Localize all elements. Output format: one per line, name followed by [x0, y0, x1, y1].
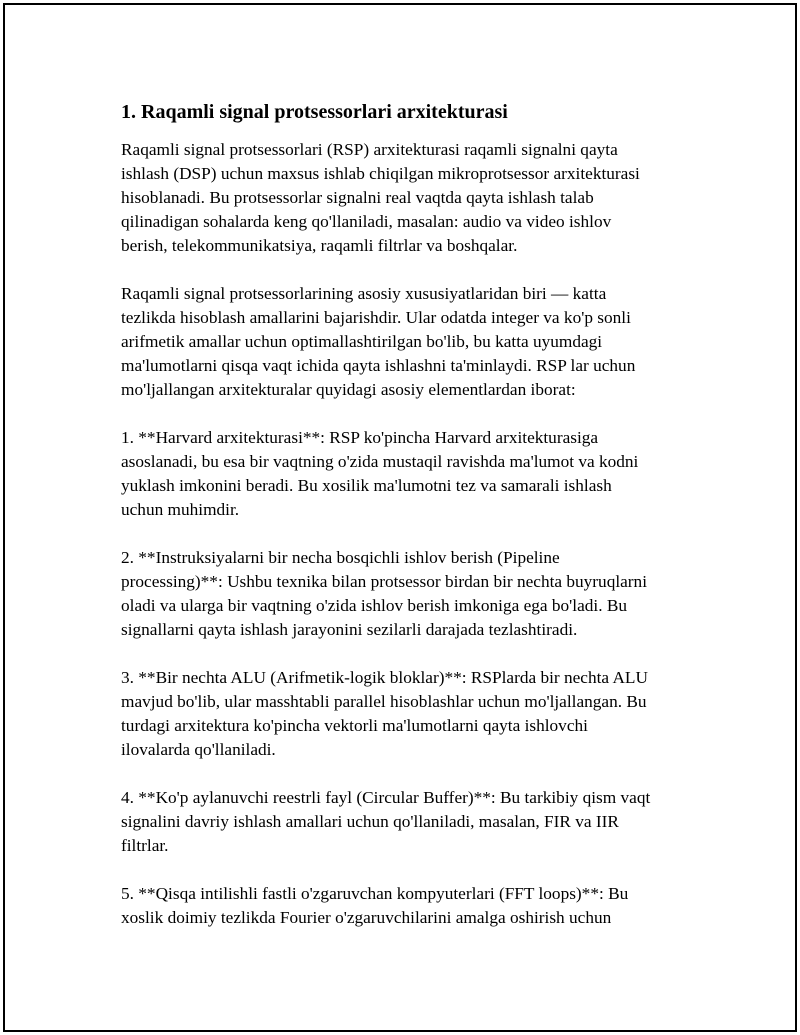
text-line: ilovalarda qo'llaniladi. [121, 740, 276, 759]
text-line: 4. **Ko'p aylanuvchi reestrli fayl (Circular Buffer)**: Bu tarkibiy qism vaqt [121, 788, 651, 807]
text-line: processing)**: Ushbu texnika bilan protsessor birdan bir nechta buyruqlarni [121, 572, 647, 591]
text-line: 3. **Bir nechta ALU (Arifmetik-logik bloklar)**: RSPlarda bir nechta ALU [121, 668, 648, 687]
paragraph [121, 546, 691, 642]
text-line: ishlash (DSP) uchun maxsus ishlab chiqilgan mikroprotsessor arxitekturasi [121, 164, 640, 183]
text-line: xoslik doimiy tezlikda Fourier o'zgaruvchilarini amalga oshirish uchun [121, 908, 612, 927]
text-line: uchun muhimdir. [121, 500, 240, 519]
text-line: berish, telekommunikatsiya, raqamli filtrlar va boshqalar. [121, 236, 518, 255]
paragraph [121, 282, 691, 402]
text-line: 5. **Qisqa intilishli fastli o'zgaruvchan kompyuterlari (FFT loops)**: Bu [121, 884, 629, 903]
text-line: hisoblanadi. Bu protsessorlar signalni real vaqtda qayta ishlash talab [121, 188, 594, 207]
paragraph [121, 138, 691, 258]
paragraph-list [121, 138, 691, 930]
text-line: qilinadigan sohalarda keng qo'llaniladi, masalan: audio va video ishlov [121, 212, 612, 231]
paragraph [121, 786, 691, 858]
paragraph [121, 882, 691, 930]
text-line: signalini davriy ishlash amallari uchun qo'llaniladi, masalan, FIR va IIR [121, 812, 619, 831]
page-content [121, 98, 691, 954]
text-line: arifmetik amallar uchun optimallashtirilgan bo'lib, bu katta uyumdagi [121, 332, 603, 351]
text-line: ma'lumotlarni qisqa vaqt ichida qayta ishlashni ta'minlaydi. RSP lar uchun [121, 356, 636, 375]
page-frame [3, 3, 797, 1032]
text-line: 1. **Harvard arxitekturasi**: RSP ko'pincha Harvard arxitekturasiga [121, 428, 599, 447]
paragraph [121, 426, 691, 522]
text-line: asoslanadi, bu esa bir vaqtning o'zida mustaqil ravishda ma'lumot va kodni [121, 452, 639, 471]
text-line: signallarni qayta ishlash jarayonini sezilarli darajada tezlashtiradi. [121, 620, 578, 639]
text-line: filtrlar. [121, 836, 169, 855]
section-heading: 1. Raqamli signal protsessorlari arxitekturasi [121, 101, 508, 123]
text-line: Raqamli signal protsessorlarining asosiy xususiyatlaridan biri — katta [121, 284, 607, 303]
text-line: turdagi arxitektura ko'pincha vektorli ma'lumotlarni qayta ishlovchi [121, 716, 588, 735]
text-line: mavjud bo'lib, ular masshtabli parallel hisoblashlar uchun mo'ljallangan. Bu [121, 692, 647, 711]
text-line: Raqamli signal protsessorlari (RSP) arxitekturasi raqamli signalni qayta [121, 140, 618, 159]
text-line: tezlikda hisoblash amallarini bajarishdir. Ular odatda integer va ko'p sonli [121, 308, 631, 327]
text-line: 2. **Instruksiyalarni bir necha bosqichli ishlov berish (Pipeline [121, 548, 560, 567]
text-line: yuklash imkonini beradi. Bu xosilik ma'lumotni tez va samarali ishlash [121, 476, 612, 495]
text-line: mo'ljallangan arxitekturalar quyidagi asosiy elementlardan iborat: [121, 380, 576, 399]
text-line: oladi va ularga bir vaqtning o'zida ishlov berish imkoniga ega bo'ladi. Bu [121, 596, 627, 615]
paragraph [121, 666, 691, 762]
